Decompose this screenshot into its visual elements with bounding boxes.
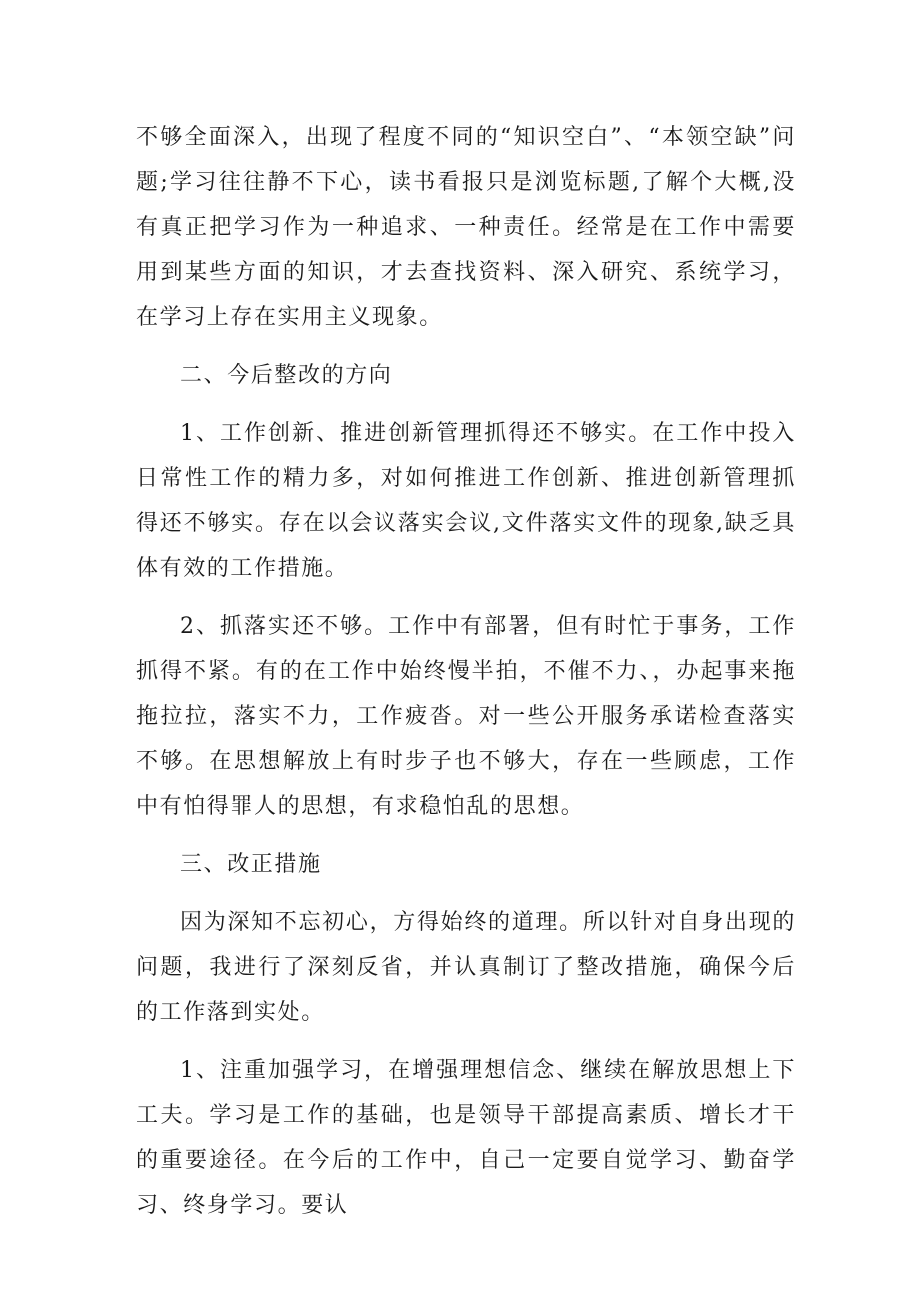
paragraph-gap <box>136 340 796 353</box>
paragraph-gap <box>136 398 796 411</box>
paragraph-gap <box>136 591 796 604</box>
paragraph-gap <box>136 887 796 900</box>
paragraph-innovation: 1、工作创新、推进创新管理抓得还不够实。在工作中投入日常性工作的精力多，对如何推进工作创新、推进创新管理抓得还不够实。存在以会议落实会议,文件落实文件的现象,缺乏具体有效的工作措施。 <box>136 421 796 581</box>
paragraph-learning-issues: 不够全面深入，出现了程度不同的“知识空白”、“本领空缺”问题;学习往往静不下心，读书看报只是浏览标题,了解个大概,没有真正把学习作为一种追求、一种责任。经常是在工作中需要用到某些方面的知识，才去查找资料、深入研究、系统学习，在学习上存在实用主义现象。 <box>136 125 796 330</box>
paragraph-gap <box>136 1035 796 1048</box>
section-heading-corrective-measures: 三、改正措施 <box>180 852 322 877</box>
paragraph-implementation: 2、抓落实还不够。工作中有部署，但有时忙于事务，工作抓得不紧。有的在工作中始终慢半拍，不催不力、，办起事来拖拖拉拉，落实不力，工作疲沓。对一些公开服务承诺检查落实不够。在思想解放上有时步子也不够大，存在一些顾虑，工作中有怕得罪人的思想，有求稳怕乱的思想。 <box>136 614 796 819</box>
section-heading-rectification-direction: 二、今后整改的方向 <box>180 363 393 388</box>
paragraph-reflection: 因为深知不忘初心，方得始终的道理。所以针对自身出现的问题，我进行了深刻反省，并认真制订了整改措施，确保今后的工作落到实处。 <box>136 910 796 1025</box>
document-body <box>136 115 796 1228</box>
paragraph-strengthen-learning: 1、注重加强学习，在增强理想信念、继续在解放思想上下工夫。学习是工作的基础，也是领导干部提高素质、增长才干的重要途径。在今后的工作中，自己一定要自觉学习、勤奋学习、终身学习。要认 <box>136 1058 796 1218</box>
paragraph-gap <box>136 829 796 842</box>
